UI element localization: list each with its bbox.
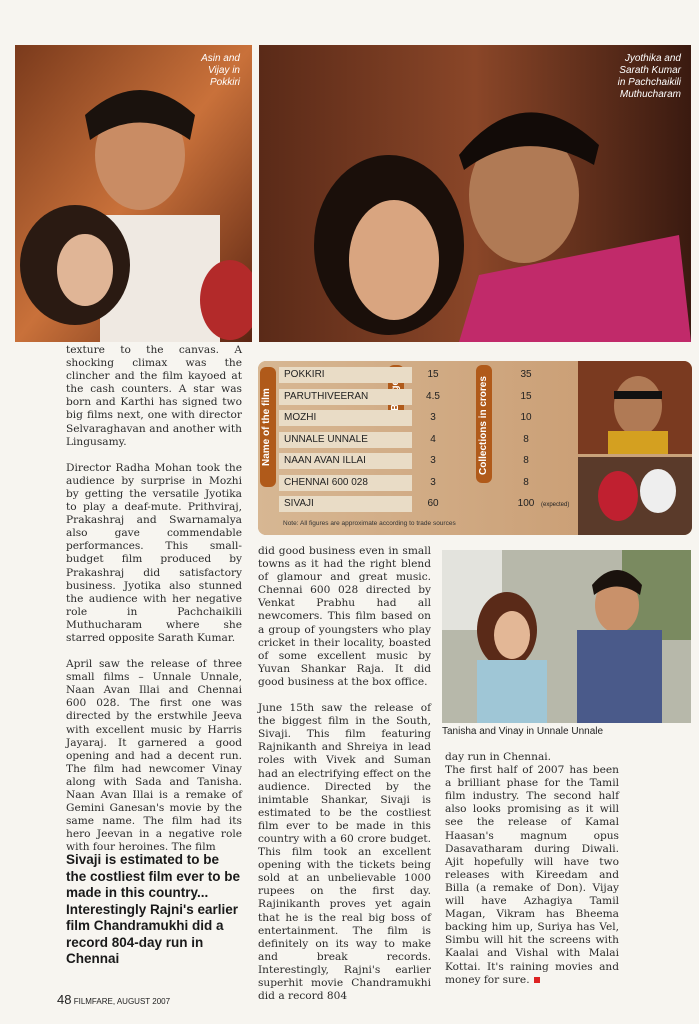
- table-film-name: NAAN AVAN ILLAI: [279, 453, 412, 469]
- table-film-name: POKKIRI: [279, 367, 412, 383]
- box-office-table: [258, 361, 692, 535]
- end-mark-icon: [534, 977, 540, 983]
- photo-pokkiri: [15, 45, 252, 342]
- paragraph: Director Radha Mohan took the audience by surprise in Mozhi by getting the versatile Jyotika to play a deaf-mute. Prithviraj, Prakashraj and Swarnamalya also gave commendable performances. This small-budget film produced by Prakashraj did satisfactory business. Jyotika also stunned the audience with her negative role in Pachchaikili Muthucharam where she starred opposite Sarath Kumar.: [66, 461, 242, 644]
- article-column-2: [258, 545, 431, 1016]
- pull-quote: Sivaji is estimated to be the costliest film ever to be made in this country... Interestingly Rajni's earlier film Chandramukhi did a record 804-day run in Chennai: [66, 852, 241, 966]
- paragraph-text: The first half of 2007 has been a brilliant phase for the Tamil film industry. The second half also looks promising as it will see the release of Kamal Haasan's magnum opus Dasavatharam during Diwali. Ajit hopefully will have two releases with Kireedam and Billa (a remake of Don). Vijay will have Azhagiya Tamil Magan, Vikram has Bheema backing him up, Suriya has Vel, Simbu will hit the screens with Kaalai and Vishal with Malai Kottai. It's raining movies and money for sure.: [445, 764, 619, 986]
- page-footer: [57, 992, 170, 1007]
- paragraph: did good business even in small towns as it had the right blend of glamour and great music. Chennai 600 028 directed by Venkat Prabhu had all newcomers. This film based on a group of youngsters who play cricket in their locality, boasted of some excellent music by Yuvan Shankar Raja. It did good business at the box office.: [258, 545, 431, 688]
- article-column-3: [445, 751, 619, 987]
- pokkiri-stills: [578, 361, 692, 535]
- table-collections-value: 8: [523, 455, 529, 466]
- photo-unnale: [442, 550, 691, 723]
- paragraph: day run in Chennai.: [445, 751, 552, 763]
- collections-label: Collections in crores: [478, 376, 489, 475]
- page-number: 48: [57, 992, 72, 1007]
- paragraph: texture to the canvas. A shocking climax was the clincher and the film kayoed at the cash counters. A star was born and Karthi has signed two big films next, one with director Selvaraghavan and another with Lingusamy.: [66, 344, 242, 448]
- photo-caption: Jyothika and Sarath Kumar in Pachchaikili Muthucharam: [617, 53, 681, 100]
- table-budget-value: 15: [427, 369, 439, 380]
- paragraph: [445, 764, 619, 987]
- article-column-1: [66, 344, 242, 867]
- table-budget-value: 60: [427, 498, 439, 509]
- table-film-name: CHENNAI 600 028: [279, 475, 412, 491]
- unnale-image: [442, 550, 691, 723]
- table-collections-value: 15: [520, 390, 532, 402]
- table-note: Note: All figures are approximate according to trade sources: [283, 520, 456, 527]
- table-budget-value: 4.5: [426, 390, 440, 402]
- footer-text: FILMFARE, AUGUST 2007: [73, 997, 171, 1006]
- paragraph: June 15th saw the release of the biggest film in the South, Sivaji. This film featuring Rajnikanth and Shreiya in lead roles with Vivek and Suman had an electrifying effect on the audience. Directed by the inimtable Shankar, Sivaji is estimated to be the costliest film ever to be made in this country with a 60 crore budget. This film took an excellent opening with the tickets being sold at an unbelievable 1000 rupees on the first day. Rajinikanth proves yet again that he is the real big boss of entertainment. The film is definitely on its way to make and break records. Interestingly, Rajni's earlier superhit movie Chandramukhi did a record 804: [258, 702, 431, 1003]
- table-budget-value: 3: [430, 476, 436, 488]
- table-budget-value: 4: [430, 433, 436, 445]
- table-film-name: UNNALE UNNALE: [279, 432, 412, 448]
- table-collections-value: 8: [523, 476, 529, 488]
- name-of-film-label: Name of the film: [261, 388, 272, 466]
- table-collections-value: 35: [520, 369, 532, 380]
- table-film-name: SIVAJI: [279, 496, 412, 512]
- photo-caption: Asin and Vijay in Pokkiri: [201, 53, 240, 88]
- table-collections-value: 10: [520, 412, 532, 423]
- table-film-name: PARUTHIVEERAN: [279, 389, 412, 405]
- photo-caption-unnale: Tanisha and Vinay in Unnale Unnale: [442, 726, 604, 737]
- table-budget-value: 3: [430, 412, 436, 423]
- paragraph: April saw the release of three small films – Unnale Unnale, Naan Avan Illai and Chennai 600 028. The first one was directed by the erstwhile Jeeva with excellent music by Harris Jayaraj. It garnered a good opening and had a decent run. The film had newcomer Vinay along with Sada and Tanisha. Naan Avan Illai is a remake of Gemini Ganesan's movie by the same name. The film had its hero Jeevan in a negative role with four heroines. The film: [66, 658, 242, 854]
- table-collections-value: 8: [523, 433, 529, 445]
- table-film-name: MOZHI: [279, 410, 412, 426]
- pokkiri-image: [15, 45, 252, 342]
- photo-pachchaikili: [259, 45, 691, 342]
- table-budget-value: 3: [430, 455, 436, 466]
- table-collections-value: 100: [517, 498, 535, 509]
- table-expected-note: (expected): [541, 502, 570, 508]
